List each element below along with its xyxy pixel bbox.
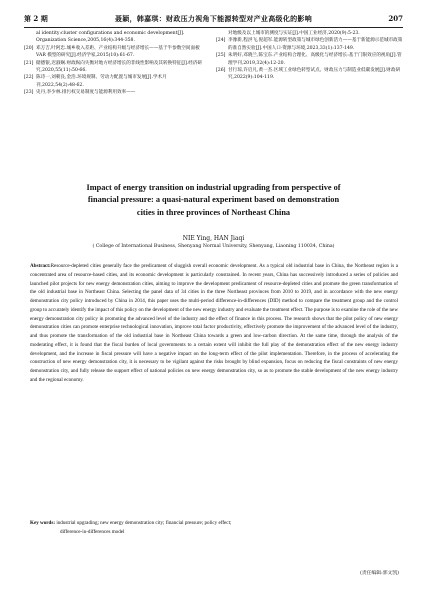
reference-item <box>24 74 207 89</box>
reference-number: [22] <box>24 75 34 81</box>
reference-item <box>216 67 403 82</box>
reference-item <box>24 60 207 75</box>
title-line: cities in three provinces of Northeast China <box>136 207 291 217</box>
abstract-label: Abstract: <box>30 263 51 269</box>
reference-item <box>24 45 207 60</box>
issue-number: 第 2 期 <box>24 14 48 23</box>
keywords-line: difference-in-differences model <box>60 528 125 535</box>
reference-text: al identity:cluster configurations and economic development[J]. Organization Science,2005,16(4):344-358. <box>36 31 185 44</box>
reference-number: [25] <box>216 53 226 59</box>
reference-text: 邓万吉,叶阿忠.城乡收入差距、产业结构升级与经济增长——基于半参数空间面板 VAR 模型的研究[J].经济学家,2015(10):61-67. <box>36 45 200 59</box>
reference-number: [20] <box>24 45 34 51</box>
reference-number: [23] <box>24 90 34 96</box>
affiliation: ( College of International Business, Shenyang Normal University, Shenyang, Liaoning 110034, China) <box>92 244 335 249</box>
reference-number: [26] <box>216 68 226 74</box>
reference-item <box>24 89 207 96</box>
abstract <box>30 262 398 385</box>
reference-item <box>24 30 207 45</box>
keywords <box>30 519 398 537</box>
reference-text: 陈诗一,刘朝良,金浩.环境规制、劳动力配置与城市发展[J].学术月刊,2022,54(2):48-62. <box>36 75 167 88</box>
reference-text: 朱明好,邓晓兰,陈宝东.产业结构合理化、高级化与经济增长:基于门限效应的视角[J].管理学刊,2019,32(4):12-20. <box>228 53 402 66</box>
reference-text: 甘行琼,许启凡,黄一杰.区域工业绿色转型试点、财政压力与制造业低碳发展[J].财政研究,2022(9):104-119. <box>228 68 401 81</box>
references-left-column <box>24 30 207 97</box>
reference-text: 对地级及以上城市的测度与实证[J].中国工业经济,2020(9):5-23. <box>228 31 360 36</box>
running-header <box>24 13 403 28</box>
reference-item <box>216 37 403 52</box>
reference-text: 史丹,李少林.排污权交易制度与能源利用效率—— <box>36 90 136 96</box>
running-title: 聂颖，韩嘉琪：财政压力视角下能源转型对产业高级化的影响 <box>114 14 313 23</box>
reference-item <box>216 52 403 67</box>
page-number: 207 <box>388 14 403 23</box>
reference-number: [24] <box>216 38 226 44</box>
reference-text: 储德银,迟淑娴.财政纵向失衡对地方经济增长的非线性影响及其转换特征[J].经济研究,2020,55(11):50-66. <box>36 60 202 74</box>
title-line: financial pressure: a quasi-natural experiment based on demonstration <box>87 195 340 205</box>
reference-item <box>216 30 403 37</box>
references-right-column <box>216 30 403 82</box>
reference-text: 李豫新,程洪飞,倪超军.能源转型政策与城市绿色创新活力——基于新能源示范城市政策的准自然实验[J].中国人口·资源与环境,2023,33(1):137-149. <box>228 38 403 51</box>
keywords-label: Key words: <box>30 520 56 526</box>
title-line: Impact of energy transition on industrial upgrading from perspective of <box>86 183 341 192</box>
abstract-text: Resource-depleted cities generally face the predicament of sluggish overall economic development. As a typical old industrial base in China, the Northeast region is a concentrated area of resource-based cities, and its economic development is particularly constrained. In recent years, China has successively introduced a series of policies and launched pilot projects for new energy demonstration cities, aiming to improve the development predicament of resource-depleted cities and promote the green transformation of the old industrial base in Northeast China. Selecting the panel data of 34 cities in the three Northeast provinces from 2010 to 2019, and in accordance with the new energy demonstration city policy introduced by China in 2014, this paper uses the multi-period difference-in-differences (DID) method to compare the treatment group and the control group to accurately identify the impact of this policy on the development of the new energy industry and evaluate the treatment effect. The purpose is to examine the role of the new energy demonstration city policy in promoting the advanced level of the industry and the effect of finance in this process. The research shows that the pilot policy of new energy demonstration cities can promote enterprise technological innovation, improve total factor productivity, effectively promote the improvement of the advanced level of the industry, and thus promote the transformation of the old industrial base in Northeast China towards a green and low-carbon direction. At the same time, through the analysis of the moderating effect, it is found that the fiscal burden of local governments to a certain extent will inhibit the full play of the demonstration effect of the new energy industry development, and the increase in fiscal pressure will have a negative impact on the long-term effect of the pilot implementation. Therefore, in the process of accelerating the construction of new energy demonstration city, it is necessary to be vigilant against the risks brought by blind expansion, focus on reducing the fiscal constraints of new energy demonstration city, and fully release the support effect of national policies on new energy demonstration city, so as to promote the stable development of the new energy industry and the regional economy. <box>30 263 398 383</box>
keywords-line: industrial upgrading; new energy demonstration city; financial pressure; policy effect; <box>56 520 232 526</box>
authors: NIE Ying, HAN Jiaqi <box>182 235 245 242</box>
reference-number: [21] <box>24 60 34 66</box>
editor-note: (责任编辑:郭文凯) <box>360 571 399 576</box>
article-title <box>40 182 387 219</box>
